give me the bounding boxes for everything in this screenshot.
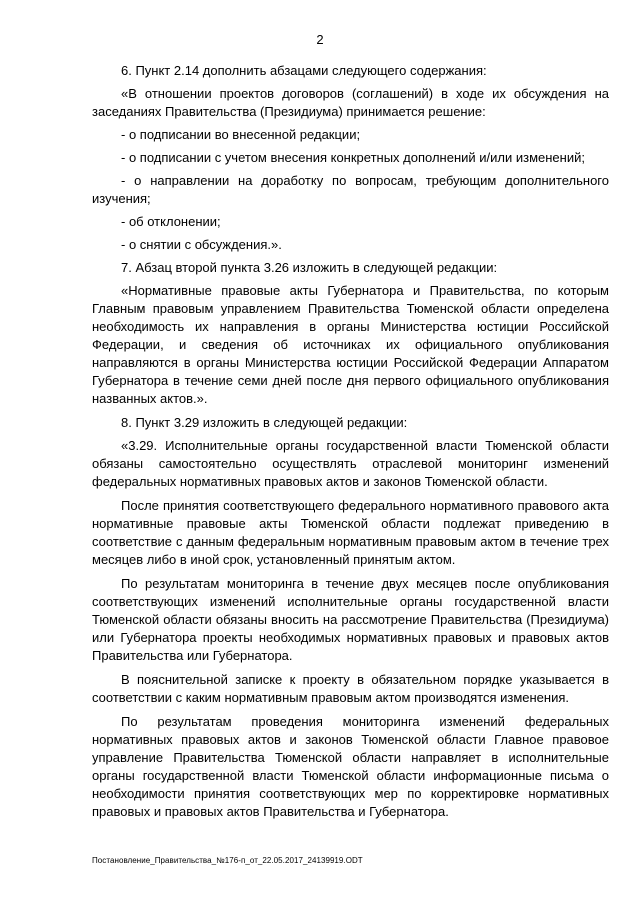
paragraph: По результатам проведения мониторинга изменений федеральных нормативных правовых актов и законов Тюменской области Главное правовое управление Правительства Тюменской области направляет в исполнительные органы государственной власти Тюменской области информационные письма о необходимости принятия соответствующих мер по корректировке нормативных правовых и правовых актов Правительства и Губернатора. [92, 714, 609, 819]
paragraph: - о подписании с учетом внесения конкретных дополнений и/или изменений; [121, 150, 585, 165]
paragraph: - о снятии с обсуждения.». [121, 237, 282, 252]
footer-filename: Постановление_Правительства_№176-п_от_22.05.2017_24139919.ODT [92, 856, 363, 865]
paragraph: После принятия соответствующего федерального нормативного правового акта нормативные правовые акты Тюменской области подлежат приведению в соответствие с данным федеральным нормативным правовым актом в течение трех месяцев либо в иной срок, установленный принятым актом. [92, 498, 609, 567]
paragraph: В пояснительной записке к проекту в обязательном порядке указывается в соответствии с каким нормативным правовым актом производятся изменения. [92, 672, 609, 705]
paragraph: 6. Пункт 2.14 дополнить абзацами следующего содержания: [121, 63, 487, 78]
paragraph: «Нормативные правовые акты Губернатора и Правительства, по которым Главным правовым управлением Правительства Тюменской области определена необходимость их направления в органы Министерства юстиции Российской Федерации, и сведения об источниках их официального опубликования направляются в органы Министерства юстиции Российской Федерации Аппаратом Губернатора в течение семи дней после дня первого официального опубликования названных актов.». [92, 283, 609, 406]
paragraph: 7. Абзац второй пункта 3.26 изложить в следующей редакции: [121, 260, 498, 275]
paragraph: 8. Пункт 3.29 изложить в следующей редакции: [121, 415, 408, 430]
paragraph: - о направлении на доработку по вопросам, требующим дополнительного изучения; [92, 173, 609, 206]
paragraph: - о подписании во внесенной редакции; [121, 127, 361, 142]
paragraph: По результатам мониторинга в течение двух месяцев после опубликования соответствующих изменений исполнительные органы государственной власти Тюменской области обязаны вносить на рассмотрение Правительства (Президиума) или Губернатора проекты необходимых нормативных правовых и правовых актов Правительства или Губернатора. [92, 576, 609, 663]
paragraph: - об отклонении; [121, 214, 221, 229]
page-number: 2 [316, 32, 324, 47]
paragraph: «В отношении проектов договоров (соглашений) в ходе их обсуждения на заседаниях Правительства (Президиума) принимается решение: [92, 86, 609, 119]
paragraph: «3.29. Исполнительные органы государственной власти Тюменской области обязаны самостоятельно осуществлять отраслевой мониторинг изменений федеральных нормативных правовых актов и законов Тюменской области. [92, 438, 609, 489]
document-body [92, 62, 609, 827]
